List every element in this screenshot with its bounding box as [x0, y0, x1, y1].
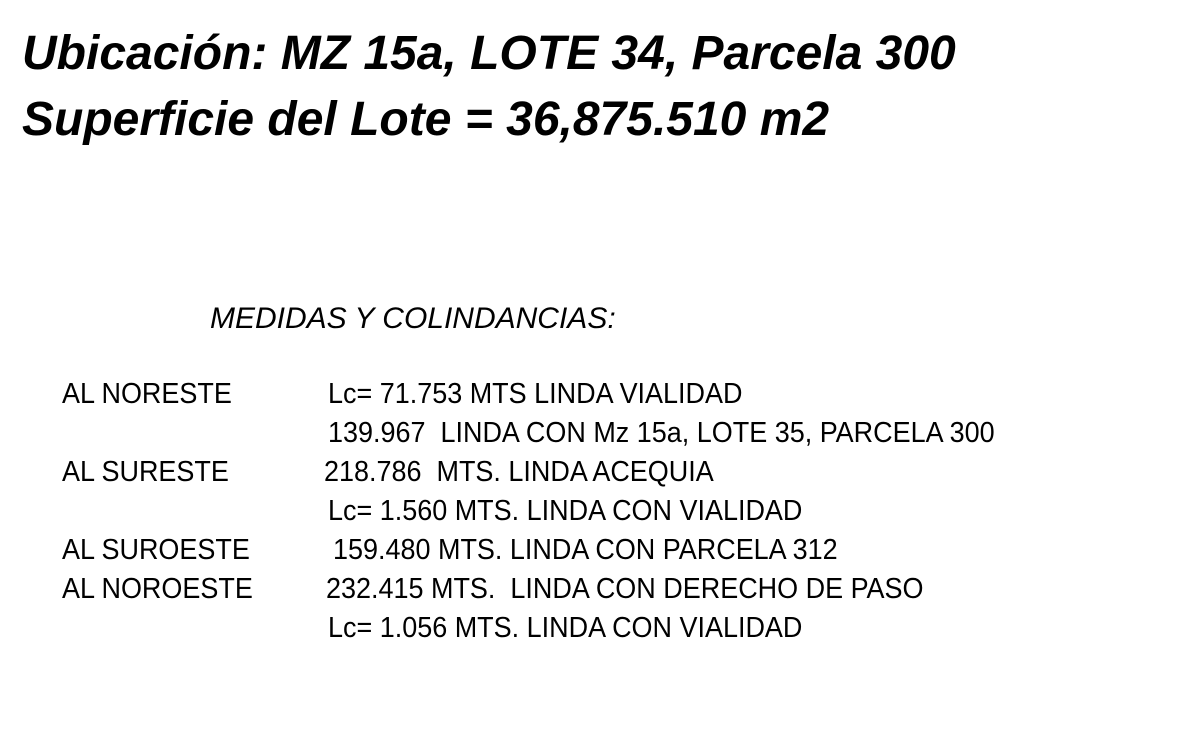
- boundary-label-sureste: AL SURESTE: [62, 456, 229, 488]
- boundary-label-noreste: AL NORESTE: [62, 378, 232, 410]
- boundary-label-noroeste: AL NOROESTE: [62, 573, 253, 605]
- boundary-line: Lc= 71.753 MTS LINDA VIALIDAD: [328, 378, 743, 410]
- boundary-line: Lc= 1.560 MTS. LINDA CON VIALIDAD: [328, 495, 803, 527]
- boundary-line: 159.480 MTS. LINDA CON PARCELA 312: [333, 534, 838, 566]
- boundary-line: 218.786 MTS. LINDA ACEQUIA: [324, 456, 714, 488]
- lot-area-title: Superficie del Lote = 36,875.510 m2: [22, 93, 830, 146]
- boundary-line: 232.415 MTS. LINDA CON DERECHO DE PASO: [326, 573, 924, 605]
- section-heading: MEDIDAS Y COLINDANCIAS:: [210, 302, 616, 335]
- boundary-line: Lc= 1.056 MTS. LINDA CON VIALIDAD: [328, 612, 803, 644]
- boundary-label-suroeste: AL SUROESTE: [62, 534, 250, 566]
- location-title: Ubicación: MZ 15a, LOTE 34, Parcela 300: [22, 27, 956, 80]
- boundary-line: 139.967 LINDA CON Mz 15a, LOTE 35, PARCELA 300: [328, 417, 995, 449]
